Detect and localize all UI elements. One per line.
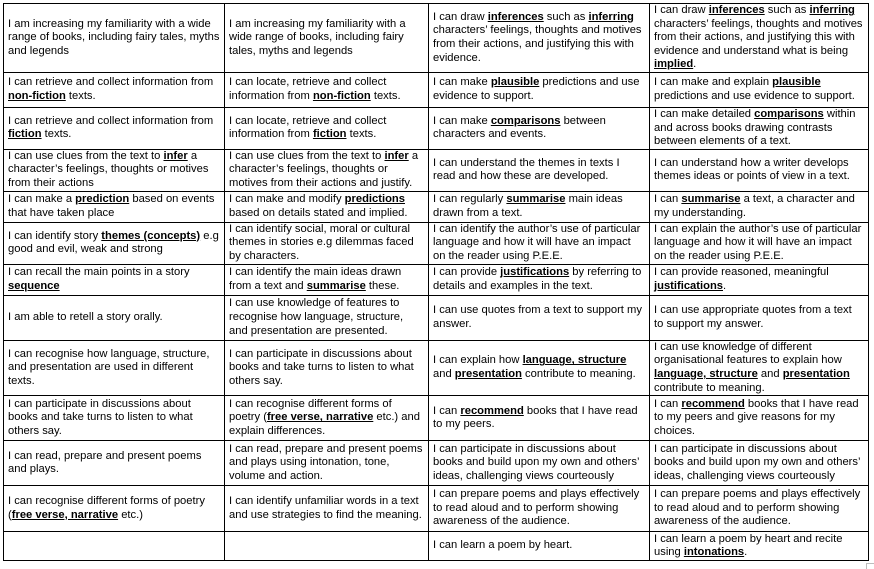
table-cell <box>225 295 429 340</box>
table-cell <box>429 532 650 561</box>
cell-text: predictions and use evidence to support. <box>433 76 640 102</box>
cell-text: characters’ feelings, thoughts and motives from their actions, and justifying this with evidence and understand what is being <box>654 17 863 57</box>
cell-text: texts. <box>370 89 401 102</box>
cell-text: . <box>723 279 727 292</box>
cell-text: I can regularly <box>433 193 507 206</box>
cell-text: based on events that have taken place <box>8 193 215 219</box>
cell-text: contribute to meaning. <box>521 367 636 380</box>
table-cell <box>650 396 869 441</box>
table-cell <box>225 107 429 149</box>
key-term: justifications <box>654 279 723 292</box>
key-term: prediction <box>75 193 130 206</box>
table-cell <box>650 222 869 264</box>
table-cell <box>4 191 225 222</box>
table-cell <box>4 295 225 340</box>
key-term: sequence <box>8 279 60 292</box>
cell-text: main ideas drawn from a text. <box>433 193 623 219</box>
table-cell <box>225 264 429 295</box>
cell-text: I can identify story <box>8 229 102 242</box>
cell-text: contribute to meaning. <box>654 381 765 394</box>
key-term: themes (concepts) <box>101 229 201 242</box>
table-cell <box>4 532 225 561</box>
table-row <box>4 191 869 222</box>
cell-text: texts. <box>65 89 96 102</box>
cell-text: I can retrieve and collect information from <box>8 114 214 127</box>
cell-text: characters’ feelings, thoughts and motives from their actions, and justifying this with evidence. <box>433 24 642 64</box>
cell-text: I am increasing my familiarity with a wide range of books, including fairy tales, myths and legends <box>8 17 220 57</box>
table-cell <box>4 72 225 107</box>
cell-text: and <box>433 367 455 380</box>
table-row <box>4 340 869 395</box>
cell-text: texts. <box>41 128 72 141</box>
table-row <box>4 295 869 340</box>
cell-text: . <box>744 546 748 559</box>
cell-text: I can use clues from the text to <box>8 149 164 162</box>
key-term: language, structure <box>522 354 627 367</box>
key-term: plausible <box>490 76 540 89</box>
cell-text: I can identify social, moral or cultural themes in stories e.g dilemmas faced by characters. <box>229 222 414 263</box>
cell-text: I can understand how a writer develops themes ideas or points of view in a text. <box>654 156 850 183</box>
cell-text: etc.) and explain differences. <box>229 411 420 437</box>
cell-text: by referring to details and examples in the text. <box>433 266 642 292</box>
cell-text: I can retrieve and collect information from <box>8 76 214 89</box>
key-term: summarise <box>681 193 741 206</box>
key-term: language, structure <box>654 367 758 380</box>
table-cell <box>429 4 650 73</box>
table-body <box>4 4 869 561</box>
key-term: predictions <box>344 193 405 206</box>
table-cell <box>4 441 225 486</box>
table-cell <box>650 264 869 295</box>
cell-text: a text, a character and my understanding. <box>654 193 855 219</box>
cell-text: books that I have read to my peers and give reasons for my choices. <box>654 397 859 437</box>
table-cell <box>650 486 869 532</box>
cell-text: etc.) <box>118 508 143 521</box>
table-cell <box>225 4 429 73</box>
key-term: intonations <box>683 546 745 559</box>
key-term: summarise <box>506 193 566 206</box>
reading-objectives-table <box>3 3 869 561</box>
cell-text: I can learn a poem by heart. <box>433 539 573 552</box>
key-term: implied <box>654 58 694 71</box>
cell-text: I can prepare poems and plays effectively to read aloud and to perform showing awareness of the audience. <box>433 488 640 528</box>
cell-text: I can use appropriate quotes from a text to support my answer. <box>654 304 852 330</box>
table-cell <box>650 441 869 486</box>
table-cell <box>650 532 869 561</box>
table-row <box>4 4 869 73</box>
table-cell <box>429 72 650 107</box>
key-term: recommend <box>460 404 524 417</box>
cell-text: I can participate in discussions about books and build upon my own and others’ ideas, challenging views courteously <box>433 442 640 482</box>
cell-text: I can make a <box>8 193 76 206</box>
table-cell <box>4 149 225 191</box>
table-cell <box>650 72 869 107</box>
table-cell <box>650 340 869 395</box>
cell-text: I can participate in discussions about books and take turns to listen to what others say. <box>229 347 414 387</box>
table-cell <box>225 396 429 441</box>
cell-text: I can <box>654 397 682 410</box>
cell-text: I can read, prepare and present poems and plays using intonation, tone, volume and action. <box>229 442 423 482</box>
cell-text: I can provide reasoned, meaningful <box>654 266 829 279</box>
table-cell <box>4 396 225 441</box>
table-cell <box>225 486 429 532</box>
table-cell <box>650 191 869 222</box>
cell-text: texts. <box>346 128 377 141</box>
table-cell <box>4 264 225 295</box>
cell-text: I can <box>433 404 461 417</box>
cell-text: such as <box>764 4 810 16</box>
key-term: justifications <box>500 266 570 279</box>
cell-text: I can explain the author’s use of particular language and how it will have an impact on the reader using P.E.E. <box>654 222 862 263</box>
table-cell <box>4 486 225 532</box>
cell-text: I can <box>654 193 682 206</box>
key-term: non-fiction <box>312 89 371 102</box>
key-term: plausible <box>772 76 821 89</box>
table-cell <box>225 340 429 395</box>
key-term: non-fiction <box>8 89 66 102</box>
table-cell <box>225 191 429 222</box>
table-row <box>4 107 869 149</box>
table-cell <box>225 222 429 264</box>
cell-text: I can recognise how language, structure, and presentation are used in different texts. <box>8 347 210 387</box>
cell-text: predictions and use evidence to support. <box>654 89 855 102</box>
table-cell <box>429 191 650 222</box>
cell-text: these. <box>365 279 400 292</box>
table-cell <box>650 107 869 149</box>
cell-text: I can identify unfamiliar words in a text and use strategies to find the meaning. <box>229 495 422 521</box>
table-cell <box>4 222 225 264</box>
cell-text: I can learn a poem by heart and recite using <box>654 532 843 559</box>
cell-text: I can use quotes from a text to support my answer. <box>433 304 642 330</box>
cell-text: I am able to retell a story orally. <box>8 310 163 323</box>
cell-text: . <box>693 58 697 71</box>
cell-text: I can make and modify <box>229 193 345 206</box>
key-term: inferences <box>708 4 765 16</box>
cell-text: a character’s feelings, thoughts or motives from their actions <box>8 149 209 190</box>
cell-text: I can use knowledge of features to recognise how language, structure, and presentation are presented. <box>229 297 404 337</box>
cell-text: I can understand the themes in texts I read and how these are developed. <box>433 156 620 183</box>
cell-text: I can draw <box>433 10 488 23</box>
key-term: free verse, narrative <box>11 508 119 521</box>
cell-text: I can locate, retrieve and collect information from <box>229 76 387 102</box>
table-row <box>4 441 869 486</box>
key-term: inferences <box>487 10 544 23</box>
cell-text: I can identify the main ideas drawn from a text and <box>229 266 402 292</box>
table-cell <box>650 295 869 340</box>
cell-text: I can use knowledge of different organisational features to explain how <box>654 340 842 367</box>
cell-text: I can make <box>433 114 491 127</box>
table-cell <box>429 486 650 532</box>
page-corner-mark <box>866 563 874 569</box>
cell-text: I can recognise different forms of poetry ( <box>229 397 392 424</box>
key-term: fiction <box>8 128 42 141</box>
cell-text: I can participate in discussions about books and take turns to listen to what others say. <box>8 397 193 437</box>
table-cell <box>650 4 869 73</box>
table-cell <box>429 396 650 441</box>
table-cell <box>4 4 225 73</box>
table-cell <box>429 264 650 295</box>
cell-text: I can recall the main points in a story <box>8 266 190 279</box>
table-cell <box>429 340 650 395</box>
cell-text: within and across books drawing contrasts between elements of a text. <box>654 107 856 148</box>
table-row <box>4 396 869 441</box>
cell-text: I can make <box>433 76 491 89</box>
cell-text: I am increasing my familiarity with a wide range of books, including fairy tales, myths and legends <box>229 17 406 57</box>
cell-text: I can participate in discussions about books and build upon my own and others’ ideas, challenging views courteously <box>654 442 861 482</box>
key-term: comparisons <box>490 114 561 127</box>
cell-text: such as <box>543 10 589 23</box>
cell-text: I can identify the author’s use of particular language and how it will have an impact on the reader using P.E.E. <box>433 222 641 263</box>
key-term: summarise <box>306 279 366 292</box>
cell-text: I can make detailed <box>654 107 755 120</box>
key-term: fiction <box>312 128 347 141</box>
key-term: presentation <box>782 367 850 380</box>
key-term: presentation <box>454 367 522 380</box>
table-cell <box>4 107 225 149</box>
key-term: infer <box>163 149 188 162</box>
table-row <box>4 532 869 561</box>
table-row <box>4 264 869 295</box>
key-term: infer <box>384 149 409 162</box>
key-term: inferring <box>809 4 855 16</box>
cell-text: I can explain how <box>433 354 523 367</box>
cell-text: I can use clues from the text to <box>229 149 385 162</box>
cell-text: books that I have read to my peers. <box>433 404 638 431</box>
table-cell <box>429 441 650 486</box>
cell-text: I can provide <box>433 266 501 279</box>
table-cell <box>650 149 869 191</box>
table-row <box>4 486 869 532</box>
cell-text: between characters and events. <box>433 114 606 141</box>
table-row <box>4 72 869 107</box>
key-term: free verse, narrative <box>266 411 374 424</box>
table-cell <box>225 532 429 561</box>
cell-text: and <box>757 367 783 380</box>
table-row <box>4 149 869 191</box>
table-cell <box>225 72 429 107</box>
cell-text: e.g good and evil, weak and strong <box>8 229 219 256</box>
table-cell <box>225 441 429 486</box>
key-term: inferring <box>588 10 634 23</box>
cell-text: I can make and explain <box>654 76 773 89</box>
cell-text: I can recognise different forms of poetry ( <box>8 495 205 521</box>
cell-text: I can locate, retrieve and collect information from <box>229 114 387 141</box>
key-term: comparisons <box>754 107 824 120</box>
table-cell <box>225 149 429 191</box>
table-cell <box>429 149 650 191</box>
table-cell <box>429 295 650 340</box>
cell-text: I can prepare poems and plays effectively to read aloud and to perform showing awareness of the audience. <box>654 488 861 528</box>
cell-text: based on details stated and implied. <box>229 206 408 219</box>
cell-text: I can draw <box>654 4 709 16</box>
table-cell <box>429 107 650 149</box>
table-row <box>4 222 869 264</box>
cell-text: a character’s feelings, thoughts or motives from their actions and justify. <box>229 149 419 190</box>
table-cell <box>4 340 225 395</box>
table-cell <box>429 222 650 264</box>
key-term: recommend <box>681 397 745 410</box>
cell-text: I can read, prepare and present poems and plays. <box>8 449 202 476</box>
